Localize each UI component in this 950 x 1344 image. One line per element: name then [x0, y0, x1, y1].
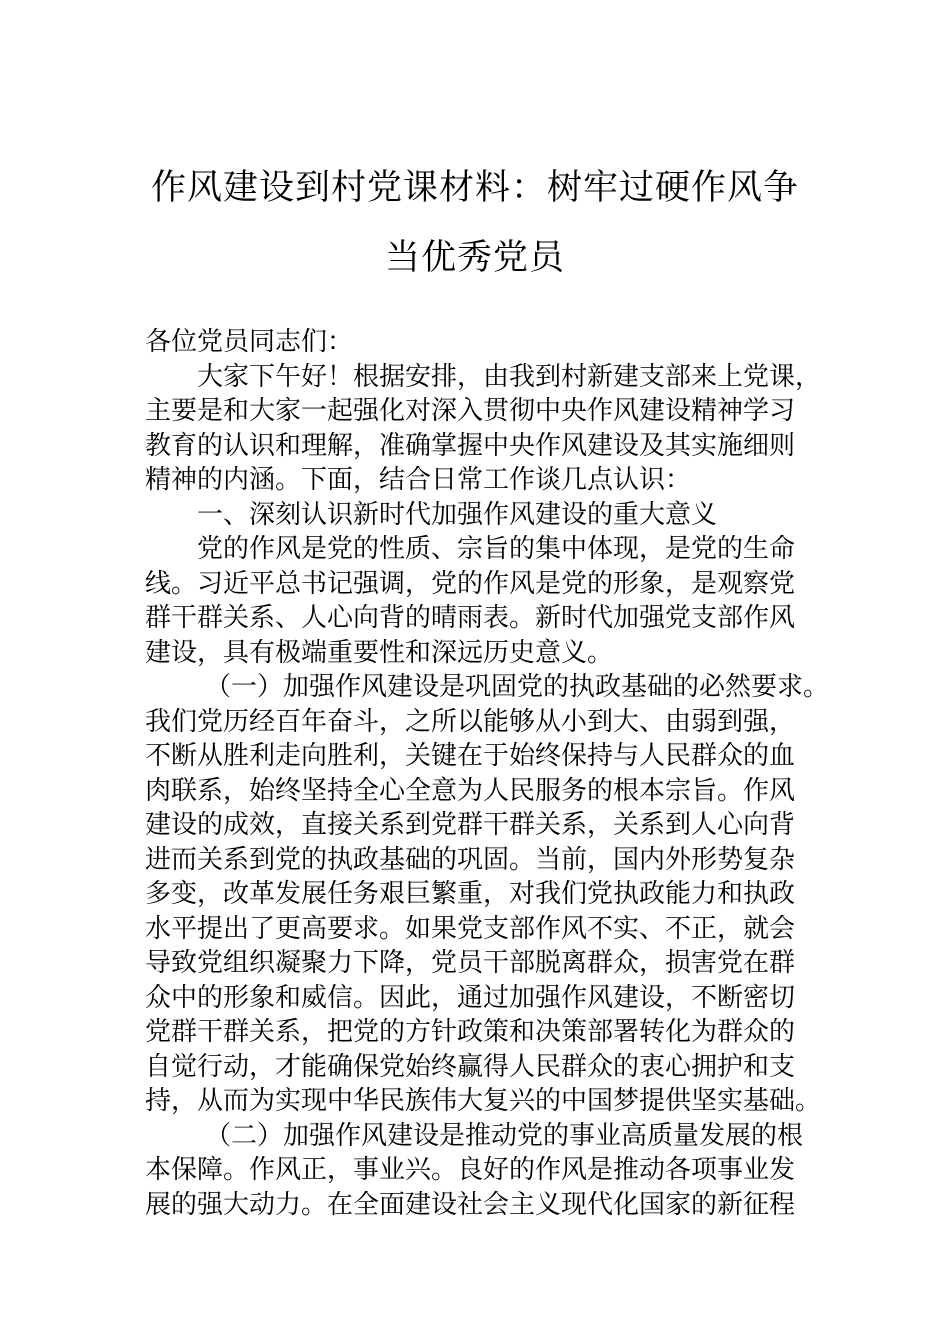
paragraph-line: 大家下午好！根据安排，由我到村新建支部来上党课， [197, 361, 822, 392]
paragraph-line: 主要是和大家一起强化对深入贯彻中央作风建设精神学习 [145, 396, 796, 426]
paragraph-line: 众中的形象和威信。因此，通过加强作风建设，不断密切 [145, 982, 796, 1013]
salutation: 各位党员同志们： [145, 327, 354, 357]
subsection-heading: （二）加强作风建设是推动党的事业高质量发展的根 [205, 1120, 804, 1151]
document-title-line-2: 当优秀党员 [384, 238, 565, 278]
paragraph-line: 精神的内涵。下面，结合日常工作谈几点认识： [145, 465, 692, 495]
paragraph-line: 建设，具有极端重要性和深远历史意义。 [145, 637, 614, 668]
paragraph-line: 多变，改革发展任务艰巨繁重，对我们党执政能力和执政 [145, 879, 796, 909]
paragraph-line: 不断从胜利走向胜利，关键在于始终保持与人民群众的血 [145, 741, 796, 771]
paragraph-line: 自觉行动，才能确保党始终赢得人民群众的衷心拥护和支 [145, 1051, 796, 1082]
paragraph-line: 导致党组织凝聚力下降，党员干部脱离群众，损害党在群 [145, 948, 796, 978]
paragraph-line: 党群干群关系，把党的方针政策和决策部署转化为群众的 [145, 1017, 796, 1047]
paragraph-line: 党的作风是党的性质、宗旨的集中体现，是党的生命 [197, 534, 796, 564]
paragraph-line: 群干群关系、人心向背的晴雨表。新时代加强党支部作风 [145, 603, 796, 633]
paragraph-line: 肉联系，始终坚持全心全意为人民服务的根本宗旨。作风 [145, 775, 796, 806]
paragraph-line: 展的强大动力。在全面建设社会主义现代化国家的新征程 [145, 1189, 796, 1220]
paragraph-line: 我们党历经百年奋斗，之所以能够从小到大、由弱到强， [145, 706, 796, 737]
subsection-heading: （一）加强作风建设是巩固党的执政基础的必然要求。 [205, 672, 830, 702]
paragraph-line: 水平提出了更高要求。如果党支部作风不实、不正，就会 [145, 913, 796, 944]
document-title-line-1: 作风建设到村党课材料：树牢过硬作风争 [150, 168, 799, 208]
paragraph-line: 本保障。作风正，事业兴。良好的作风是推动各项事业发 [145, 1155, 796, 1185]
paragraph-line: 线。习近平总书记强调，党的作风是党的形象，是观察党 [145, 568, 796, 599]
paragraph-line: 教育的认识和理解，准确掌握中央作风建设及其实施细则 [145, 430, 796, 461]
paragraph-line: 持，从而为实现中华民族伟大复兴的中国梦提供坚实基础。 [145, 1086, 822, 1116]
section-heading: 一、深刻认识新时代加强作风建设的重大意义 [197, 499, 718, 530]
paragraph-line: 建设的成效，直接关系到党群干群关系，关系到人心向背 [145, 810, 796, 840]
document-body [145, 325, 830, 1222]
paragraph-line: 进而关系到党的执政基础的巩固。当前，国内外形势复杂 [145, 844, 796, 875]
